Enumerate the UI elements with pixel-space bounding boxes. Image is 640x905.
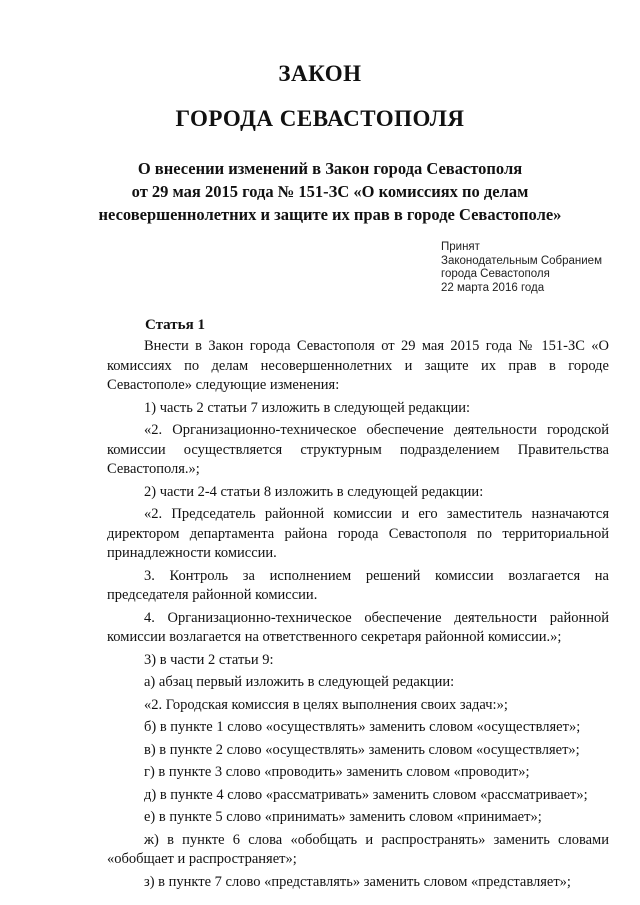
paragraph: 2) части 2-4 статьи 8 изложить в следующей редакции: bbox=[144, 483, 484, 500]
subtitle-line: О внесении изменений в Закон города Севастополя bbox=[137, 159, 523, 178]
paragraph: б) в пункте 1 слово «осуществлять» заменить словом «осуществляет»; bbox=[144, 719, 581, 735]
paragraph: в) в пункте 2 слово «осуществлять» заменить словом «осуществляет»; bbox=[144, 741, 580, 758]
paragraph: «2. Организационно-техническое обеспечение деятельности городской комиссии осуществляется структурным подразделением Правительства Севастополя.»; bbox=[107, 422, 609, 477]
law-city-title: ГОРОДА СЕВАСТОПОЛЯ bbox=[175, 106, 465, 131]
paragraph: а) абзац первый изложить в следующей редакции: bbox=[144, 674, 455, 690]
paragraph: «2. Председатель районной комиссии и его заместитель назначаются директором департамента района города Севастополя по территориальной принадлежности комиссии. bbox=[107, 506, 609, 561]
paragraph: з) в пункте 7 слово «представлять» заменить словом «представляет»; bbox=[144, 873, 571, 890]
paragraph: Внести в Закон города Севастополя от 29 мая 2015 года № 151-ЗС «О комиссиях по делам несовершеннолетних и защите их прав в городе Севастополе» следующие изменения: bbox=[107, 338, 609, 393]
paragraph: 3) в части 2 статьи 9: bbox=[144, 651, 274, 668]
paragraph: д) в пункте 4 слово «рассматривать» заменить словом «рассматривает»; bbox=[144, 786, 588, 803]
article-body bbox=[107, 337, 609, 895]
adoption-line: города Севастополя bbox=[441, 268, 550, 280]
paragraph: 3. Контроль за исполнением решений комиссии возлагается на председателя районной комиссии. bbox=[107, 567, 609, 603]
law-title: ЗАКОН bbox=[278, 61, 362, 86]
paragraph: 1) часть 2 статьи 7 изложить в следующей редакции: bbox=[144, 399, 470, 416]
subtitle-line: от 29 мая 2015 года № 151-ЗС «О комиссиях по делам bbox=[131, 182, 529, 201]
adoption-block bbox=[441, 241, 602, 295]
article-title: Статья 1 bbox=[145, 317, 205, 333]
subtitle-line: несовершеннолетних и защите их прав в городе Севастополе» bbox=[98, 205, 562, 224]
paragraph: г) в пункте 3 слово «проводить» заменить словом «проводит»; bbox=[144, 764, 530, 780]
law-subtitle bbox=[60, 157, 600, 226]
adoption-line: Принят bbox=[441, 241, 480, 253]
paragraph: е) в пункте 5 слово «принимать» заменить словом «принимает»; bbox=[144, 809, 542, 825]
adoption-line: Законодательным Собранием bbox=[441, 254, 602, 267]
paragraph: «2. Городская комиссия в целях выполнения своих задач:»; bbox=[144, 696, 508, 713]
paragraph: 4. Организационно-техническое обеспечение деятельности районной комиссии возлагается на ответственного секретаря районной комиссии.»; bbox=[107, 609, 609, 645]
paragraph: ж) в пункте 6 слова «обобщать и распространять» заменить словами «обобщает и распространяет»; bbox=[107, 831, 609, 867]
adoption-date: 22 марта 2016 года bbox=[441, 281, 545, 294]
